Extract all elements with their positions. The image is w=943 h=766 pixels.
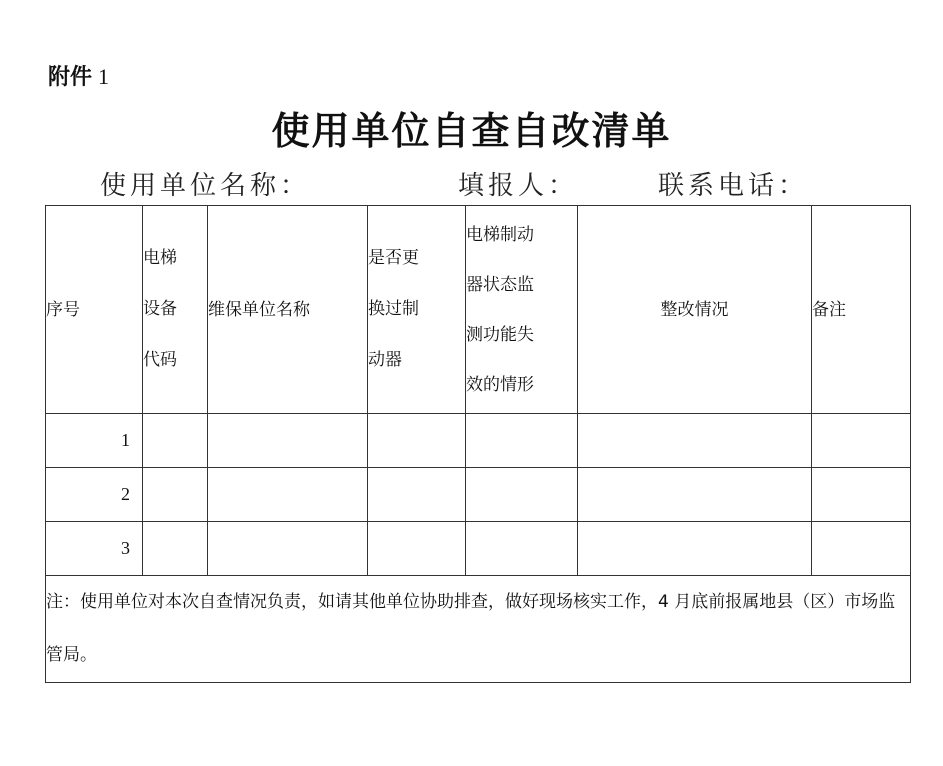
header-seq: 序号 [46,206,143,414]
cell-remarks[interactable] [812,468,911,522]
header-remarks: 备注 [812,206,911,414]
header-brake-monitor-line: 测功能失 [466,324,534,345]
header-code [143,206,208,414]
header-brake-replaced-line: 换过制 [368,299,419,319]
header-code-line: 设备 [143,299,177,319]
header-brake-replaced-line: 动器 [368,350,402,370]
header-brake-monitor [466,206,578,414]
table-row [46,468,911,522]
self-check-table [45,205,911,683]
table-row [46,522,911,576]
cell-code[interactable] [143,522,208,576]
header-brake-monitor-line: 器状态监 [466,274,534,295]
attachment-number: 1 [98,64,110,89]
cell-rectification[interactable] [578,414,812,468]
header-maint-unit: 维保单位名称 [208,206,368,414]
row-index: 1 [46,414,143,468]
cell-maint-unit[interactable] [208,468,368,522]
unit-name-label: 使用单位名称： [100,171,311,201]
cell-maint-unit[interactable] [208,414,368,468]
table-note: 注：使用单位对本次自查情况负责，如请其他单位协助排查，做好现场核实工作，4 月底前报属地县（区）市场监管局。 [46,576,911,683]
table-header-row [46,206,911,414]
header-brake-replaced [368,206,466,414]
filler-label: 填报人： [458,171,579,201]
phone-label: 联系电话： [658,171,809,201]
attachment-text: 附件 [48,65,93,90]
header-rectification: 整改情况 [578,206,812,414]
cell-code[interactable] [143,468,208,522]
header-brake-monitor-line: 电梯制动 [466,224,534,245]
cell-code[interactable] [143,414,208,468]
document-title: 使用单位自查自改清单 [271,109,672,153]
cell-brake-replaced[interactable] [368,522,466,576]
header-brake-replaced-line: 是否更 [368,248,419,268]
attachment-label [48,60,109,91]
cell-brake-monitor[interactable] [466,414,578,468]
cell-brake-replaced[interactable] [368,468,466,522]
header-code-line: 代码 [143,350,177,370]
cell-brake-replaced[interactable] [368,414,466,468]
row-index: 3 [46,522,143,576]
cell-brake-monitor[interactable] [466,468,578,522]
cell-brake-monitor[interactable] [466,522,578,576]
cell-remarks[interactable] [812,522,911,576]
cell-rectification[interactable] [578,522,812,576]
row-index: 2 [46,468,143,522]
header-code-line: 电梯 [143,248,177,268]
cell-remarks[interactable] [812,414,911,468]
table-row [46,414,911,468]
cell-maint-unit[interactable] [208,522,368,576]
cell-rectification[interactable] [578,468,812,522]
header-brake-monitor-line: 效的情形 [466,374,534,395]
note-row [46,576,911,683]
